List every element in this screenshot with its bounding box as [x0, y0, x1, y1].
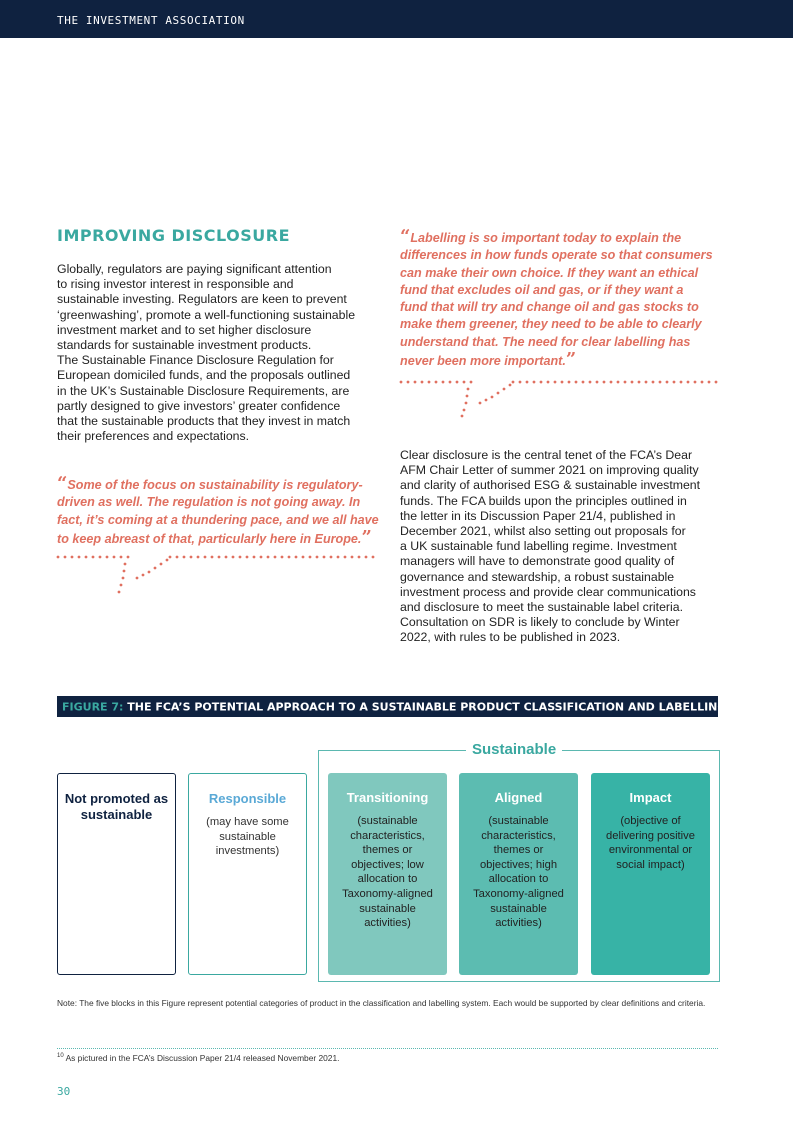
category-box-transitioning — [328, 773, 447, 975]
category-description: (sustainable characteristics, themes or objectives; low allocation to Taxonomy-aligned sustainable activities) — [342, 815, 433, 930]
text-line: AFM Chair Letter of summer 2021 on improving quality — [400, 463, 699, 478]
open-quote-icon: “ — [57, 473, 68, 494]
quote-line: make them greener, they need to be able to clearly — [400, 317, 702, 332]
left-paragraph — [57, 262, 377, 444]
category-description: (objective of delivering positive environmental or social impact) — [606, 815, 695, 871]
left-quote — [57, 475, 382, 548]
quote-line: to keep abreast of that, particularly here in Europe.” — [57, 526, 372, 548]
category-title: Impact — [629, 790, 672, 805]
sustainable-group-label: Sustainable — [466, 741, 562, 758]
right-quote — [400, 228, 730, 370]
text-line: partly designed to give investors’ greater confidence — [57, 398, 341, 413]
figure-title: THE FCA’S POTENTIAL APPROACH TO A SUSTAINABLE PRODUCT CLASSIFICATION AND LABELLING SYSTEM — [127, 700, 781, 714]
text-line: the letter in its Discussion Paper 21/4, published in — [400, 508, 676, 523]
text-line: The Sustainable Finance Disclosure Regulation for — [57, 353, 334, 368]
text-line: European domiciled funds, and the proposals outlined — [57, 368, 351, 383]
text-line: and disclosure to meet the sustainable label criteria. — [400, 600, 683, 615]
text-line: standards for sustainable investment products. — [57, 338, 312, 353]
text-line: Clear disclosure is the central tenet of the FCA’s Dear — [400, 448, 693, 462]
category-description: (sustainable characteristics, themes or objectives; high allocation to Taxonomy-aligned sustainable activities) — [473, 815, 564, 930]
figure-caption — [62, 700, 790, 714]
right-quote-pointer-dots — [398, 378, 720, 420]
org-name: THE INVESTMENT ASSOCIATION — [57, 14, 245, 27]
text-line: their preferences and expectations. — [57, 429, 250, 444]
category-title: Aligned — [494, 790, 543, 805]
quote-line: never been more important.” — [400, 349, 577, 371]
text-line: funds. The FCA builds upon the principles outlined in — [400, 493, 687, 508]
text-line: and clarity of authorised ESG & sustainable investment — [400, 478, 701, 493]
text-line: to rising investor interest in responsible and — [57, 277, 294, 292]
quote-line: fund that excludes oil and gas, or if they want a — [400, 282, 684, 297]
figure-note: Note: The five blocks in this Figure represent potential categories of product in the classification and labelling system. Each would be supported by clear definitions and criteria. — [57, 998, 706, 1008]
header-bar — [0, 0, 793, 38]
category-box-not-promoted — [57, 773, 176, 975]
text-line: sustainable investing. Regulators are keen to prevent — [57, 292, 347, 307]
category-box-responsible — [188, 773, 307, 975]
category-box-aligned — [459, 773, 578, 975]
quote-line: understand that. The need for clear labelling has — [400, 334, 691, 349]
category-title: Not promoted as sustainable — [64, 791, 169, 822]
text-line: governance and stewardship, a robust sustainable — [400, 569, 675, 584]
text-line: a UK sustainable fund labelling regime. Investment — [400, 539, 677, 554]
text-line: 2022, with rules to be published in 2023. — [400, 630, 621, 645]
category-title: Transitioning — [346, 790, 429, 805]
footnote-number: 10 — [57, 1053, 64, 1060]
text-line: in the UK’s Sustainable Disclosure Requirements, are — [57, 383, 350, 398]
quote-line: driven as well. The regulation is not going away. In — [57, 495, 361, 510]
category-box-impact — [591, 773, 710, 975]
open-quote-icon: “ — [400, 226, 411, 247]
section-heading: IMPROVING DISCLOSURE — [57, 226, 291, 245]
quote-line: can make their own choice. If they want an ethical — [400, 265, 699, 280]
close-quote-icon: ” — [361, 526, 372, 548]
quote-line: fund that will try and change oil and gas stocks to — [400, 300, 699, 315]
text-line: investment market and to set higher disclosure — [57, 322, 312, 337]
figure-title-bar — [57, 696, 790, 717]
text-line: that the sustainable products that they invest in match — [57, 414, 351, 429]
text-line: managers will have to demonstrate good quality of — [400, 554, 675, 569]
text-line: December 2021, whilst also setting out proposals for — [400, 524, 686, 539]
footnote-text: As pictured in the FCA’s Discussion Paper 21/4 released November 2021. — [65, 1053, 340, 1063]
text-line: Globally, regulators are paying significant attention — [57, 262, 332, 276]
category-description: (may have some sustainable investments) — [206, 816, 289, 858]
footnote — [57, 1053, 339, 1063]
quote-line: “Some of the focus on sustainability is regulatory- — [57, 473, 363, 494]
category-title: Responsible — [208, 791, 287, 806]
page-number: 30 — [57, 1085, 71, 1098]
figure-label: FIGURE 7: — [62, 700, 124, 714]
quote-line: differences in how funds operate so that consumers — [400, 248, 713, 263]
footnote-divider — [57, 1048, 718, 1049]
quote-line: “Labelling is so important today to explain the — [400, 226, 682, 247]
right-paragraph — [400, 448, 730, 646]
quote-line: fact, it’s coming at a thundering pace, and we all have — [57, 512, 379, 527]
close-quote-icon: ” — [565, 349, 577, 371]
text-line: investment process and provide clear communications — [400, 584, 696, 599]
figure-footnote-ref: 10 — [780, 700, 790, 708]
text-line: ‘greenwashing’, promote a well-functioning sustainable — [57, 307, 356, 322]
text-line: Consultation on SDR is likely to conclude by Winter — [400, 615, 680, 630]
left-quote-pointer-dots — [55, 553, 377, 597]
